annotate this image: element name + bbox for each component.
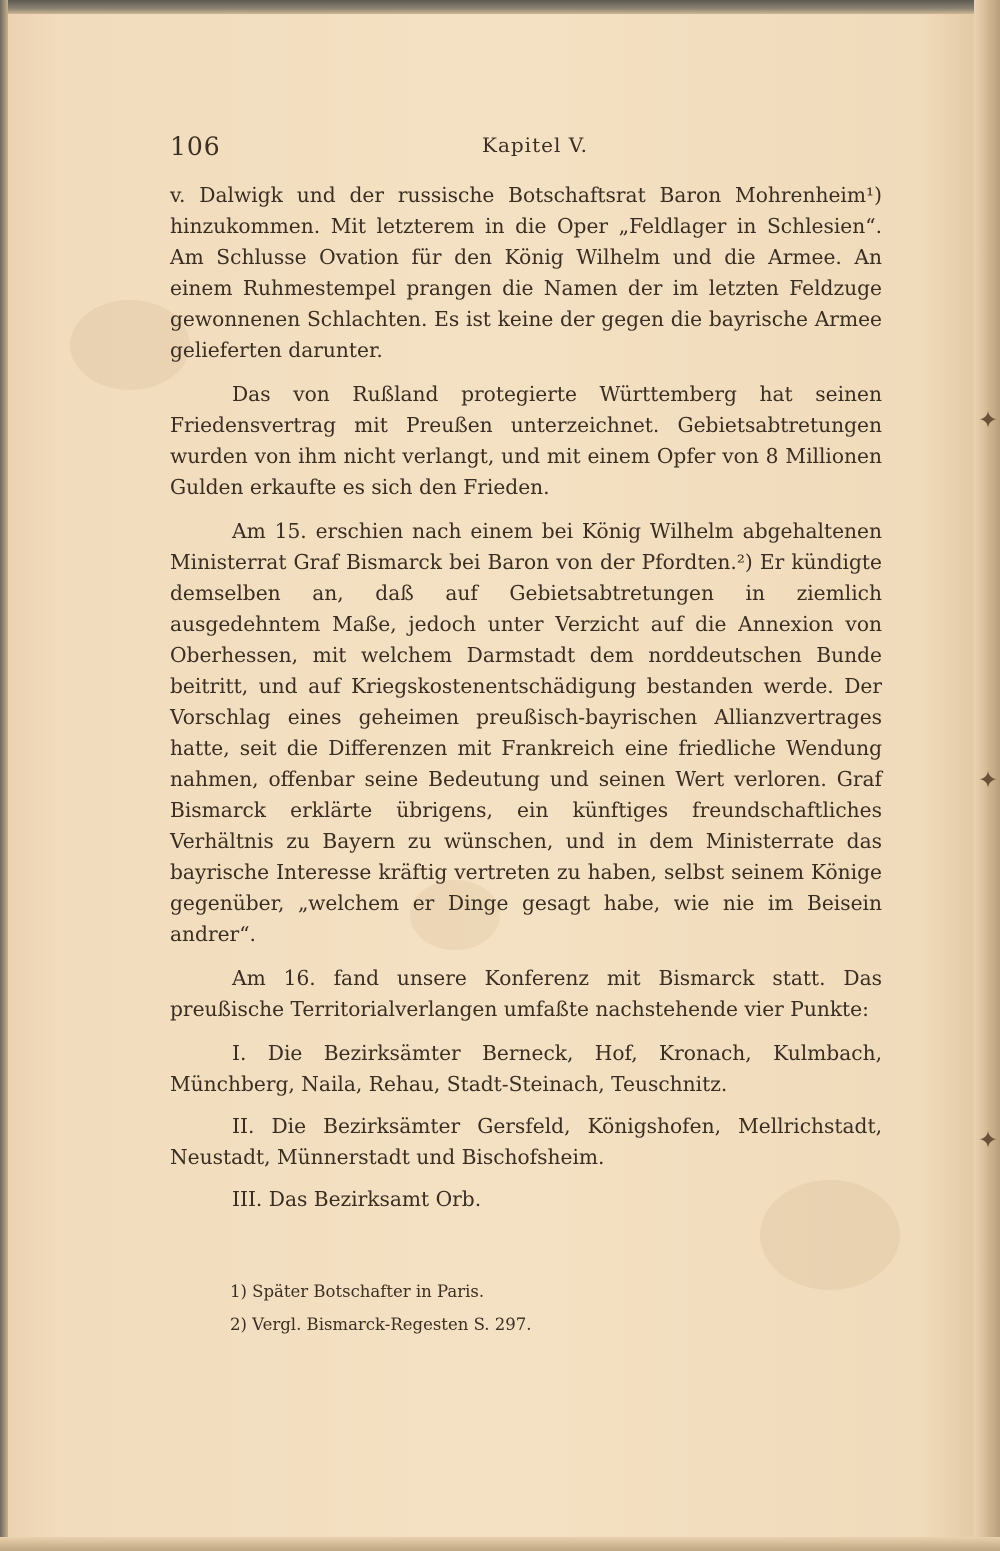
margin-ornament-icon: ✦ <box>978 766 999 794</box>
list-item: II. Die Bezirksämter Gersfeld, Königshofen, Mellrichstadt, Neustadt, Münnerstadt und Bischofsheim. <box>170 1114 882 1169</box>
paragraph: Am 16. fand unsere Konferenz mit Bismarck statt. Das preußische Territorialverlangen umfaßte nachstehende vier Punkte: <box>170 966 882 1021</box>
list-item: III. Das Bezirksamt Orb. <box>232 1187 482 1211</box>
page-header <box>170 132 910 168</box>
body-text <box>170 180 882 1226</box>
footnotes <box>230 1275 870 1341</box>
footnote: 1) Später Botschafter in Paris. <box>230 1282 485 1301</box>
page-number: 106 <box>170 132 221 161</box>
top-page-edge <box>0 0 1000 14</box>
left-page-edge <box>0 0 8 1551</box>
paragraph: v. Dalwigk und der russische Botschaftsrat Baron Mohrenheim¹) hinzukommen. Mit letzterem in die Oper „Feldlager in Schlesien“. Am Schlusse Ovation für den König Wilhelm und die Armee. An einem Ruhmestempel prangen die Namen der im letzten Feldzuge gewonnenen Schlachten. Es ist keine der gegen die bayrische Armee gelieferten darunter. <box>170 183 882 362</box>
paragraph: Das von Rußland protegierte Württemberg hat seinen Friedensvertrag mit Preußen unterzeichnet. Gebietsabtretungen wurden von ihm nicht verlangt, und mit einem Opfer von 8 Millionen Gulden erkaufte es sich den Frieden. <box>170 382 882 499</box>
margin-ornament-icon: ✦ <box>978 1126 999 1154</box>
running-head: Kapitel V. <box>482 133 588 157</box>
bottom-page-edge <box>0 1537 1000 1551</box>
list-item: I. Die Bezirksämter Berneck, Hof, Kronach, Kulmbach, Münchberg, Naila, Rehau, Stadt-Steinach, Teuschnitz. <box>170 1041 882 1096</box>
paragraph: Am 15. erschien nach einem bei König Wilhelm abgehaltenen Ministerrat Graf Bismarck bei Baron von der Pfordten.²) Er kündigte demselben an, daß auf Gebietsabtretungen in ziemlich ausgedehntem Maße, jedoch unter Verzicht auf die Annexion von Oberhessen, mit welchem Darmstadt dem norddeutschen Bunde beitritt, und auf Kriegskostenentschädigung bestanden werde. Der Vorschlag eines geheimen preußisch-bayrischen Allianzvertrages hatte, seit die Differenzen mit Frankreich eine friedliche Wendung nahmen, offenbar seine Bedeutung und seinen Wert verloren. Graf Bismarck erklärte übrigens, ein künftiges freundschaftliches Verhältnis zu Bayern zu wünschen, und in dem Ministerrate das bayrische Interesse kräftig vertreten zu haben, selbst seinem Könige gegenüber, „welchem er Dinge gesagt habe, wie nie im Beisein andrer“. <box>170 519 882 946</box>
footnote: 2) Vergl. Bismarck-Regesten S. 297. <box>230 1315 532 1334</box>
margin-ornament-icon: ✦ <box>978 406 999 434</box>
